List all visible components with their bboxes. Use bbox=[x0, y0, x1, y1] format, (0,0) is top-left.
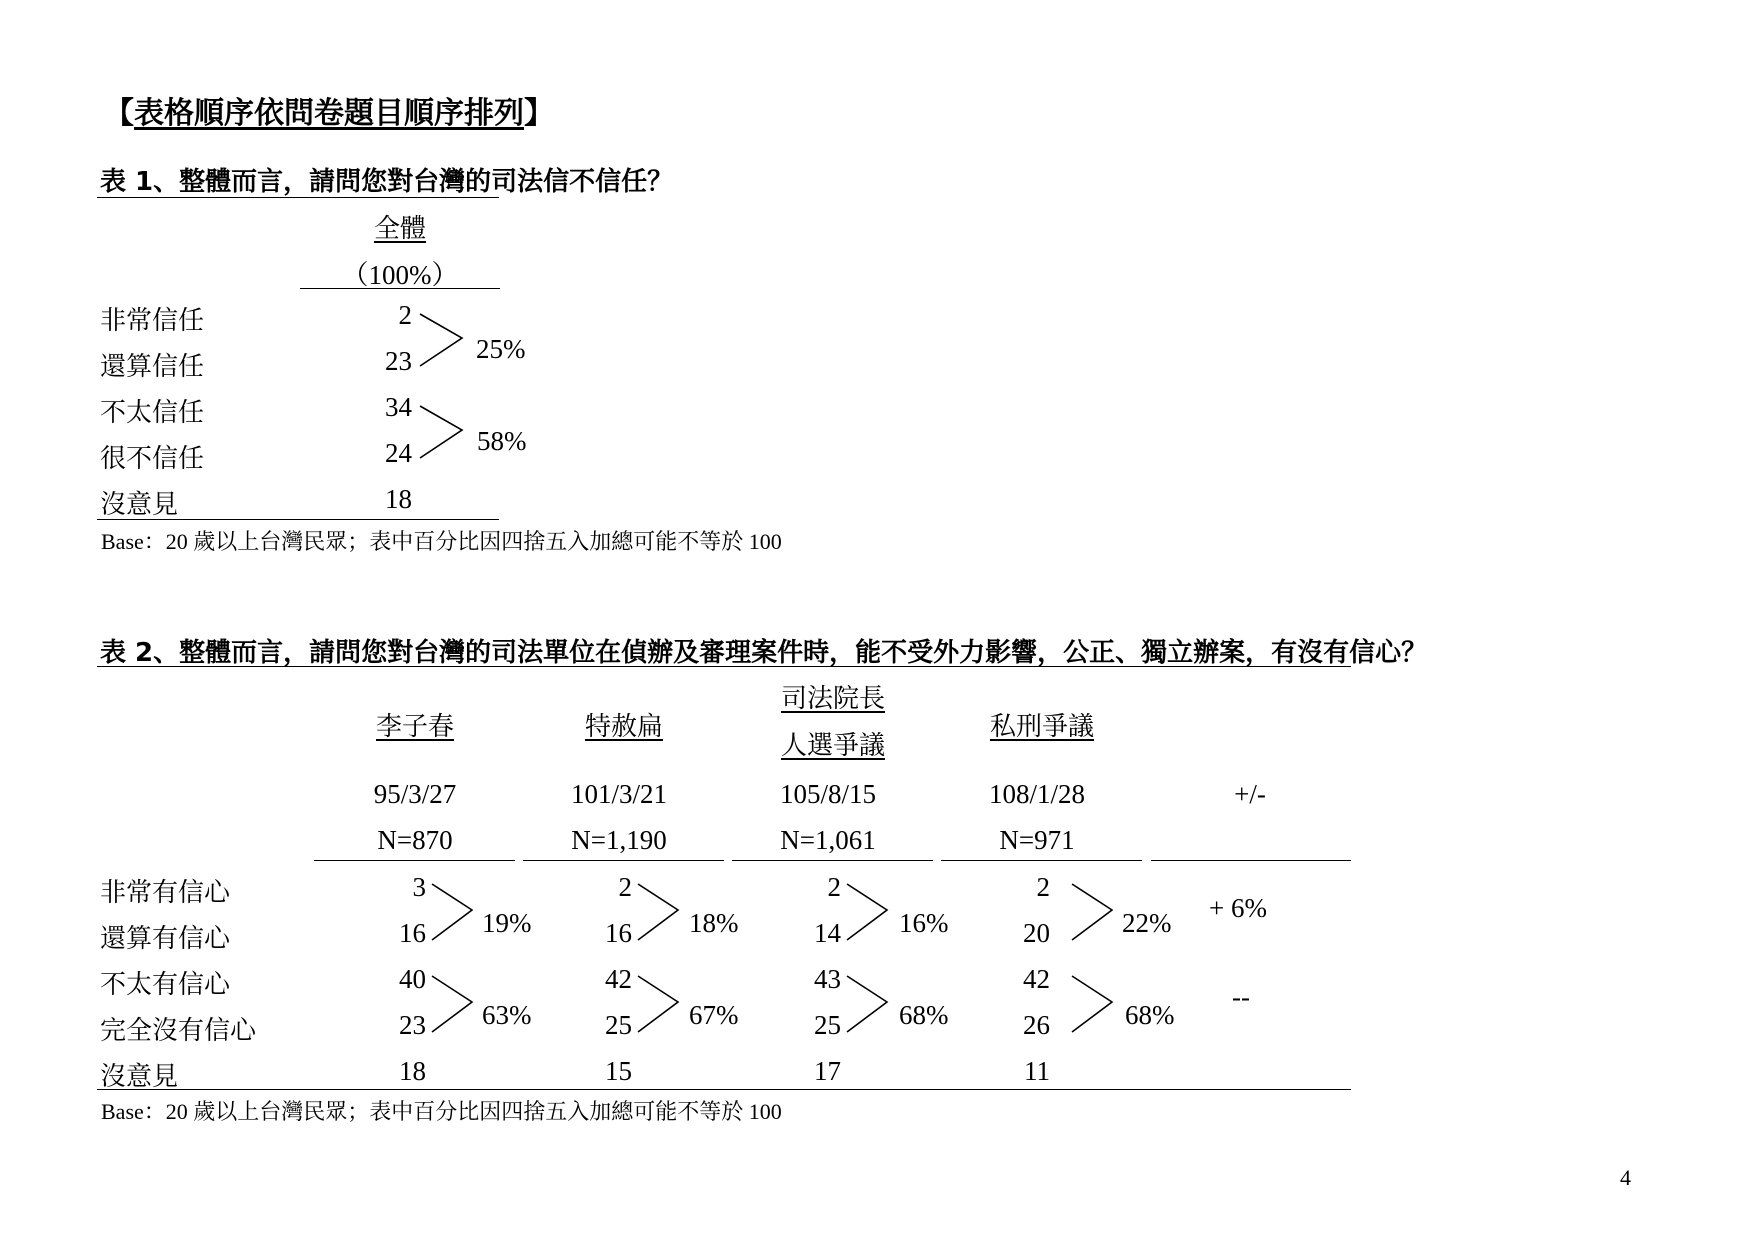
table2-confident-total: 19% bbox=[482, 908, 532, 938]
table2-change-confident: + 6% bbox=[1209, 893, 1267, 923]
table2-confident-bracket bbox=[845, 882, 889, 942]
table2-row-label: 完全沒有信心 bbox=[100, 1016, 257, 1046]
table2-caption: 表 2、整體而言，請問您對台灣的司法單位在偵辦及審理案件時，能不受外力影響，公正、獨立辦案，有沒有信心？ bbox=[100, 638, 1428, 668]
heading-open-bracket: 【 bbox=[104, 96, 134, 131]
table1-row-label: 還算信任 bbox=[100, 352, 205, 382]
table1-row-label: 非常信任 bbox=[100, 306, 205, 336]
table1-distrust-bracket bbox=[418, 404, 464, 460]
table2-header-rule bbox=[941, 860, 1142, 861]
heading-close-bracket: 】 bbox=[524, 96, 554, 131]
table1-row-label: 很不信任 bbox=[100, 444, 205, 474]
table2-header-rule bbox=[523, 860, 724, 861]
table2-col-title-line2: 人選爭議 bbox=[780, 731, 885, 761]
table2-value: 43 bbox=[814, 964, 841, 994]
table2-header-rule bbox=[732, 860, 933, 861]
table1-value: 18 bbox=[385, 484, 412, 514]
table2-not-confident-bracket bbox=[1070, 974, 1114, 1034]
table1-caption-rule bbox=[97, 197, 499, 198]
table2-col-date: 105/8/15 bbox=[779, 779, 876, 809]
table2-value: 20 bbox=[1023, 918, 1050, 948]
table2-col-n: N=1,061 bbox=[780, 825, 876, 855]
table2-bottom-rule bbox=[97, 1089, 1351, 1090]
table2-confident-bracket bbox=[1070, 882, 1114, 942]
table2-value: 2 bbox=[1036, 872, 1050, 902]
table1-column-title: 全體 bbox=[373, 214, 426, 244]
table2-value: 42 bbox=[1023, 964, 1050, 994]
table2-not-confident-bracket bbox=[845, 974, 889, 1034]
table2-value: 26 bbox=[1023, 1010, 1050, 1040]
table2-confident-total: 18% bbox=[689, 908, 739, 938]
table2-col-n: N=971 bbox=[999, 825, 1075, 855]
table1-value: 24 bbox=[385, 438, 412, 468]
table2-row-label: 還算有信心 bbox=[100, 924, 231, 954]
table2-col-title: 特赦扁 bbox=[584, 712, 663, 742]
table2-value: 16 bbox=[399, 918, 426, 948]
table2-confident-total: 22% bbox=[1122, 908, 1172, 938]
table1-column-sub: （100%） bbox=[341, 260, 459, 290]
table1-caption: 表 1、整體而言，請問您對台灣的司法信不信任？ bbox=[100, 167, 674, 197]
table2-value: 2 bbox=[827, 872, 841, 902]
table2-header-rule bbox=[1151, 860, 1351, 861]
table1-trust-bracket bbox=[418, 312, 464, 368]
heading-text: 表格順序依問卷題目順序排列 bbox=[134, 96, 524, 131]
table2-row-label: 沒意見 bbox=[100, 1062, 179, 1092]
table1-row-label: 沒意見 bbox=[100, 490, 179, 520]
table2-value: 42 bbox=[605, 964, 632, 994]
table2-value: 2 bbox=[618, 872, 632, 902]
table1-row-label: 不太信任 bbox=[100, 398, 205, 428]
table2-not-confident-bracket bbox=[636, 974, 680, 1034]
table2-value: 17 bbox=[814, 1056, 841, 1086]
table2-col-n: N=870 bbox=[377, 825, 453, 855]
table2-col-n: N=1,190 bbox=[571, 825, 667, 855]
table2-not-confident-bracket bbox=[430, 974, 474, 1034]
table2-row-label: 不太有信心 bbox=[100, 970, 231, 1000]
table1-bottom-rule bbox=[97, 519, 499, 520]
table2-value: 25 bbox=[814, 1010, 841, 1040]
table1-trust-total: 25% bbox=[476, 334, 526, 364]
table2-value: 3 bbox=[412, 872, 426, 902]
table2-value: 15 bbox=[605, 1056, 632, 1086]
table1-distrust-total: 58% bbox=[477, 426, 527, 456]
table2-col-title: 李子春 bbox=[375, 712, 454, 742]
table2-value: 18 bbox=[399, 1056, 426, 1086]
table2-value: 11 bbox=[1024, 1056, 1050, 1086]
table2-col-date: 101/3/21 bbox=[570, 779, 667, 809]
table2-row-label: 非常有信心 bbox=[100, 878, 231, 908]
table2-col-title: 司法院長 bbox=[780, 684, 885, 714]
table2-col-date: 95/3/27 bbox=[373, 779, 457, 809]
table2-confident-bracket bbox=[636, 882, 680, 942]
table2-value: 25 bbox=[605, 1010, 632, 1040]
page-number: 4 bbox=[1620, 1165, 1631, 1190]
table2-value: 14 bbox=[814, 918, 841, 948]
table2-col-title: 私刑爭議 bbox=[989, 712, 1094, 742]
table2-not-confident-total: 63% bbox=[482, 1000, 532, 1030]
table2-not-confident-total: 68% bbox=[899, 1000, 949, 1030]
table2-header-rule bbox=[314, 860, 515, 861]
table2-not-confident-total: 68% bbox=[1125, 1000, 1175, 1030]
table2-not-confident-total: 67% bbox=[689, 1000, 739, 1030]
table1-value: 2 bbox=[398, 300, 412, 330]
table2-confident-bracket bbox=[430, 882, 474, 942]
table2-confident-total: 16% bbox=[899, 908, 949, 938]
table2-col-date: 108/1/28 bbox=[988, 779, 1085, 809]
table2-change-not-confident: -- bbox=[1232, 982, 1250, 1012]
page-heading bbox=[104, 88, 554, 132]
table1-header-rule bbox=[300, 288, 500, 289]
table2-note: Base：20 歲以上台灣民眾；表中百分比因四捨五入加總可能不等於 100 bbox=[101, 1099, 782, 1124]
table1-value: 23 bbox=[385, 346, 412, 376]
table2-value: 40 bbox=[399, 964, 426, 994]
table2-value: 23 bbox=[399, 1010, 426, 1040]
table1-note: Base：20 歲以上台灣民眾；表中百分比因四捨五入加總可能不等於 100 bbox=[101, 529, 782, 554]
table2-caption-rule bbox=[97, 666, 1351, 667]
table2-value: 16 bbox=[605, 918, 632, 948]
table2-change-header: +/- bbox=[1234, 779, 1266, 809]
table1-value: 34 bbox=[385, 392, 412, 422]
